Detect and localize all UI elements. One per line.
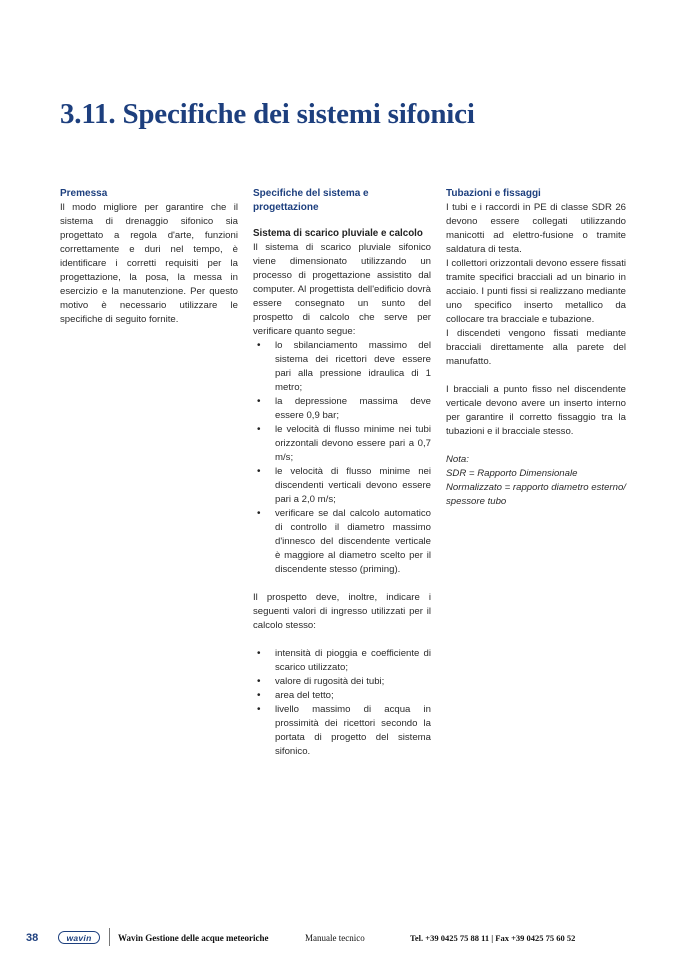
tubazioni-p3: I discendeti vengono fissati mediante bracciali direttamente alla parete del manufatto. bbox=[446, 328, 626, 367]
list-item: • lo sbilanciamento massimo del sistema dei ricettori deve essere pari alla pressione idraulica di 1 metro; bbox=[253, 339, 431, 395]
requirements-list bbox=[253, 339, 431, 577]
note-line-1: SDR = Rapporto Dimensionale bbox=[446, 468, 578, 479]
tubazioni-p1: I tubi e i raccordi in PE di classe SDR 26 devono essere collegati utilizzando manicotti ad elettro-fusione o tramite saldatura di testa. bbox=[446, 202, 626, 255]
list-item: • le velocità di flusso minime nei tubi orizzontali devono essere pari a 0,7 m/s; bbox=[253, 423, 431, 465]
column-specifiche bbox=[253, 187, 431, 759]
footer-brand: Wavin Gestione delle acque meteoriche bbox=[118, 933, 269, 943]
list-item: • le velocità di flusso minime nei discendenti verticali devono essere pari a 2,0 m/s; bbox=[253, 465, 431, 507]
list-item: • area del tetto; bbox=[253, 689, 431, 703]
premessa-text: Il modo migliore per garantire che il sistema di drenaggio sifonico sia progettato a regola d'arte, funzioni correttamente e duri nel tempo, è identificare i corretti requisiti per la progettazione, la posa, la messa in esercizio e la manutenzione. Per questo motivo è necessario utilizzare le specifiche di seguito fornite. bbox=[60, 202, 238, 325]
tubazioni-heading: Tubazioni e fissaggi bbox=[446, 188, 541, 199]
note-label: Nota: bbox=[446, 454, 469, 465]
footer-manual: Manuale tecnico bbox=[305, 933, 365, 943]
tubazioni-p2: I collettori orizzontali devono essere fissati tramite specifici bracciali ad un binario in acciaio. I punti fissi si realizzano mediante uno specifico inserto metallico da collocare tra bracciale e tubazione. bbox=[446, 258, 626, 325]
list-item: • verificare se dal calcolo automatico di controllo il diametro massimo d'innesco del discendente verticale è maggiore al diametro scelto per il discendente stesso (priming). bbox=[253, 507, 431, 577]
column-premessa bbox=[60, 187, 238, 327]
footer-divider bbox=[109, 928, 110, 946]
input-values-list bbox=[253, 647, 431, 759]
footer bbox=[0, 928, 678, 948]
premessa-heading: Premessa bbox=[60, 188, 108, 199]
footer-contact: Tel. +39 0425 75 88 11 | Fax +39 0425 75 60 52 bbox=[410, 933, 576, 943]
wavin-logo: wavin bbox=[58, 931, 100, 944]
specifiche-middle: Il prospetto deve, inoltre, indicare i seguenti valori di ingresso utilizzati per il calcolo stesso: bbox=[253, 592, 431, 631]
tubazioni-p4: I bracciali a punto fisso nel discendente verticale devono avere un inserto interno per garantire il corretto fissaggio tra la tubazioni e il bracciale stesso. bbox=[446, 384, 626, 437]
list-item: • intensità di pioggia e coefficiente di scarico utilizzato; bbox=[253, 647, 431, 675]
note-line-2: Normalizzato = rapporto diametro esterno/ spessore tubo bbox=[446, 482, 626, 507]
column-tubazioni bbox=[446, 187, 626, 509]
specifiche-intro: Il sistema di scarico pluviale sifonico viene dimensionato utilizzando un processo di progettazione assistito dal computer. Al progettista dell'edificio dovrà essere consegnato un sunto del prospetto di calcolo che serve per verificare quanto segue: bbox=[253, 242, 431, 337]
list-item: • la depressione massima deve essere 0,9 bar; bbox=[253, 395, 431, 423]
page-number: 38 bbox=[26, 932, 39, 944]
calcolo-subheading: Sistema di scarico pluviale e calcolo bbox=[253, 228, 423, 239]
list-item: • livello massimo di acqua in prossimità dei ricettori secondo la portata di progetto del sistema sifonico. bbox=[253, 703, 431, 759]
specifiche-heading: Specifiche del sistema e progettazione bbox=[253, 188, 369, 213]
list-item: • valore di rugosità dei tubi; bbox=[253, 675, 431, 689]
page-title: 3.11. Specifiche dei sistemi sifonici bbox=[60, 98, 475, 130]
